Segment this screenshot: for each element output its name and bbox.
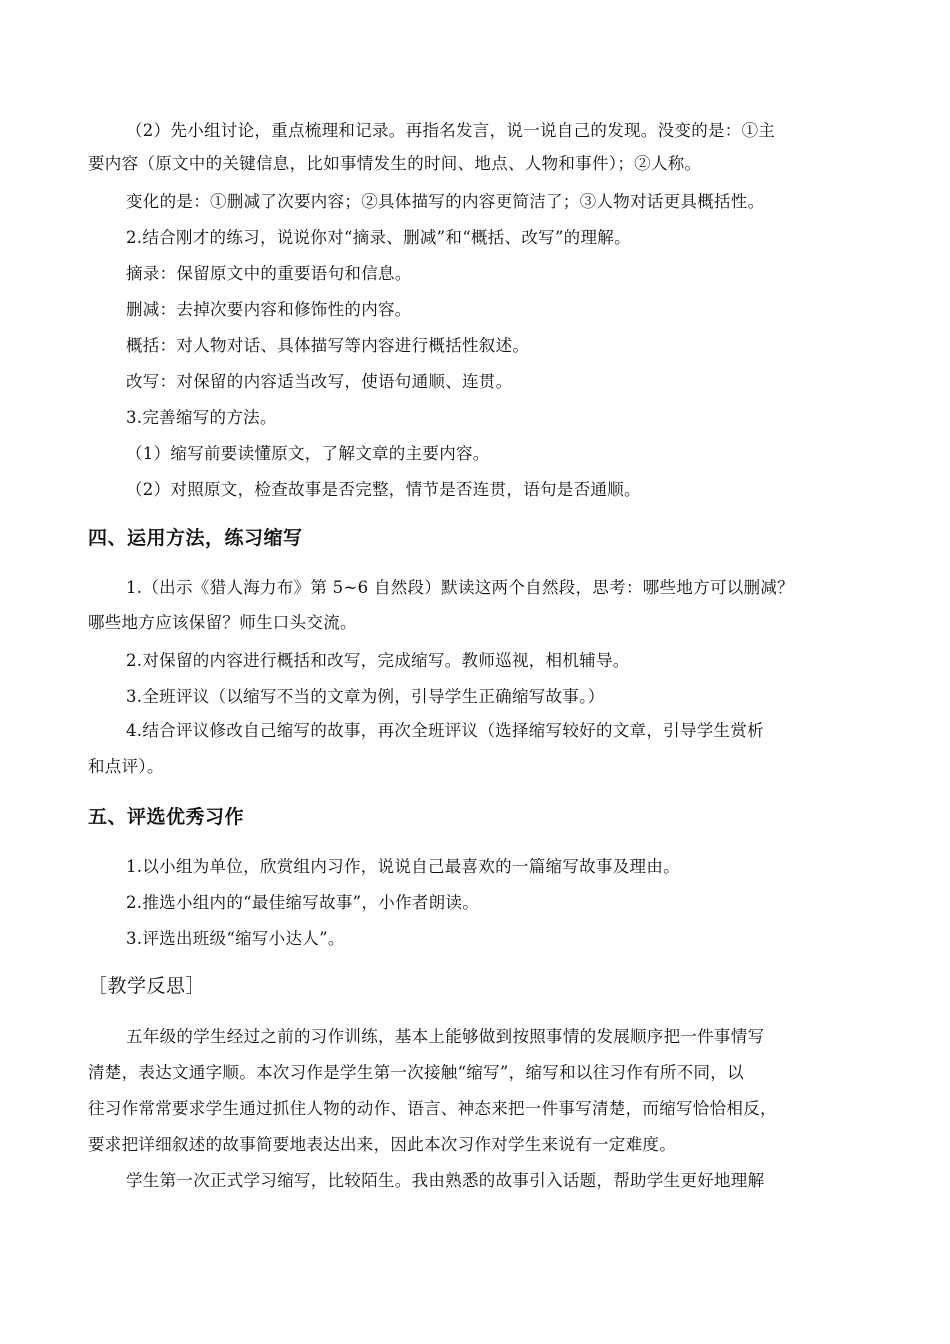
list-item: 1.以小组为单位，欣赏组内习作，说说自己最喜欢的一篇缩写故事及理由。 — [126, 857, 680, 876]
paragraph-line: （2）先小组讨论，重点梳理和记录。再指名发言，说一说自己的发现。没变的是：①主 — [126, 121, 776, 140]
paragraph-line: 1.（出示《猎人海力布》第 5~6 自然段）默读这两个自然段，思考：哪些地方可以删减？ — [126, 578, 794, 597]
list-item: 3.全班评议（以缩写不当的文章为例，引导学生正确缩写故事。） — [126, 687, 605, 706]
list-item: 2.对保留的内容进行概括和改写，完成缩写。教师巡视，相机辅导。 — [126, 651, 630, 670]
list-subitem: （1）缩写前要读懂原文，了解文章的主要内容。 — [126, 444, 490, 463]
definition-rewrite: 改写：对保留的内容适当改写，使语句通顺、连贯。 — [126, 372, 513, 391]
definition-excerpt: 摘录：保留原文中的重要语句和信息。 — [126, 264, 412, 283]
paragraph-line: 变化的是：①删减了次要内容；②具体描写的内容更简洁了；③人物对话更具概括性。 — [126, 192, 765, 211]
list-item: 3.完善缩写的方法。 — [126, 408, 277, 427]
paragraph-line: 要求把详细叙述的故事简要地表达出来，因此本次习作对学生来说有一定难度。 — [88, 1135, 676, 1154]
paragraph-line: 往习作常常要求学生通过抓住人物的动作、语言、神态来把一件事写清楚，而缩写恰恰相反， — [88, 1099, 777, 1118]
reflection-heading: ［教学反思］ — [88, 975, 206, 997]
paragraph-line: 4.结合评议修改自己缩写的故事，再次全班评议（选择缩写较好的文章，引导学生赏析 — [126, 721, 764, 740]
section-heading: 四、运用方法，练习缩写 — [88, 527, 303, 549]
paragraph-line: 和点评）。 — [88, 757, 164, 776]
list-subitem: （2）对照原文，检查故事是否完整，情节是否连贯，语句是否通顺。 — [126, 480, 641, 499]
list-item: 2.推选小组内的“最佳缩写故事”，小作者朗读。 — [126, 893, 480, 912]
paragraph-line: 哪些地方应该保留？师生口头交流。 — [88, 613, 357, 632]
paragraph-line: 清楚，表达文通字顺。本次习作是学生第一次接触“缩写”，缩写和以往习作有所不同，以 — [88, 1063, 744, 1082]
definition-summarize: 概括：对人物对话、具体描写等内容进行概括性叙述。 — [126, 336, 530, 355]
paragraph-line: 要内容（原文中的关键信息，比如事情发生的时间、地点、人物和事件）；②人称。 — [88, 154, 702, 173]
paragraph-line: 五年级的学生经过之前的习作训练，基本上能够做到按照事情的发展顺序把一件事情写 — [126, 1027, 765, 1046]
paragraph-line: 学生第一次正式学习缩写，比较陌生。我由熟悉的故事引入话题，帮助学生更好地理解 — [126, 1171, 765, 1190]
definition-delete: 删减：去掉次要内容和修饰性的内容。 — [126, 300, 412, 319]
list-item: 3.评选出班级“缩写小达人”。 — [126, 929, 345, 948]
section-heading: 五、评选优秀习作 — [88, 806, 245, 828]
list-item: 2.结合刚才的练习，说说你对“摘录、删减”和“概括、改写”的理解。 — [126, 228, 631, 247]
